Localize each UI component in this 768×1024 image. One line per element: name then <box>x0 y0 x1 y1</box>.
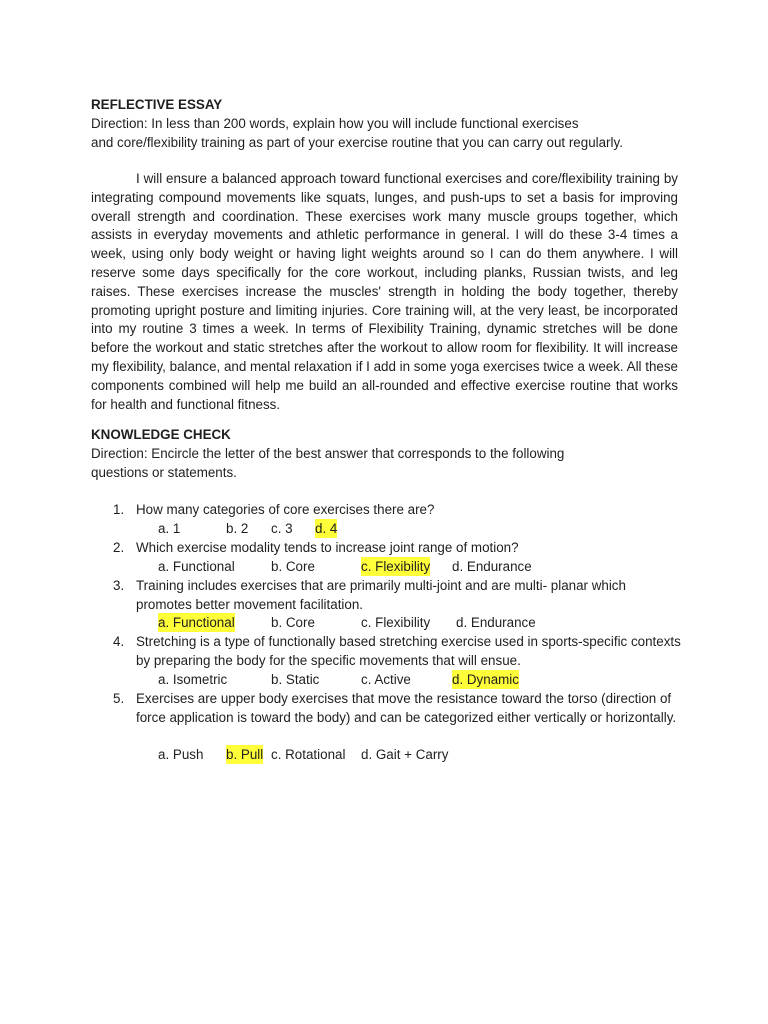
q1-option-b[interactable]: b. 2 <box>226 521 249 536</box>
q1-option-a[interactable]: a. 1 <box>158 521 181 536</box>
essay-paragraph: I will ensure a balanced approach toward functional exercises and core/flexibility training by integrating compound movements like squats, lunges, and push-ups to set a basis for improving overall strength and coordination. These exercises work many muscle groups together, which assists in everyday movements and athletic performance in general. I will do these 3-4 times a week, using only body weight or having light weights around so I can do them anywhere. I will reserve some days specifically for the core workout, including planks, Russian twists, and leg raises. These exercises increase the muscles' strength in holding the body together, thereby promoting upright posture and limiting injuries. Core training will, at the very least, be incorporated into my routine 3 times a week. In terms of Flexibility Training, dynamic stretches will be done before the workout and static stretches after the workout to allow room for flexibility. It will increase my flexibility, balance, and mental relaxation if I add in some yoga exercises twice a week. All these components combined will help me build an all-rounded and effective exercise routine that works for health and functional fitness. <box>91 171 678 412</box>
q5-option-c[interactable]: c. Rotational <box>271 747 346 762</box>
reflective-essay-heading: REFLECTIVE ESSAY <box>91 97 223 112</box>
question-number: 2. <box>113 540 125 555</box>
question-text: How many categories of core exercises there are? <box>136 502 435 517</box>
q5-option-d[interactable]: d. Gait + Carry <box>361 747 449 762</box>
knowledge-check-heading: KNOWLEDGE CHECK <box>91 427 231 442</box>
question-number: 1. <box>113 502 125 517</box>
q3-option-d[interactable]: d. Endurance <box>456 615 536 630</box>
question-text: Exercises are upper body exercises that move the resistance toward the torso (direction of force application is toward the body) and can be categorized either vertically or horizontally. <box>136 691 677 725</box>
q5-option-b[interactable]: b. Pull <box>226 747 264 762</box>
reflective-direction-line-1: Direction: In less than 200 words, explain how you will include functional exercises <box>91 116 579 131</box>
q3-option-a[interactable]: a. Functional <box>158 615 235 630</box>
q5-option-a[interactable]: a. Push <box>158 747 204 762</box>
question-number: 3. <box>113 578 125 593</box>
question-text: Training includes exercises that are primarily multi-joint and are multi- planar which promotes better movement facilitation. <box>136 578 626 612</box>
q2-option-d[interactable]: d. Endurance <box>452 559 532 574</box>
question-number: 5. <box>113 691 125 706</box>
q4-option-a[interactable]: a. Isometric <box>158 672 228 687</box>
knowledge-direction-line-2: questions or statements. <box>91 465 237 480</box>
q4-option-b[interactable]: b. Static <box>271 672 320 687</box>
q2-option-c[interactable]: c. Flexibility <box>361 559 431 574</box>
q1-option-d[interactable]: d. 4 <box>315 521 338 536</box>
question-text: Which exercise modality tends to increase joint range of motion? <box>136 540 519 555</box>
reflective-direction-line-2: and core/flexibility training as part of your exercise routine that you can carry out regularly. <box>91 135 623 150</box>
question-number: 4. <box>113 634 125 649</box>
q2-option-b[interactable]: b. Core <box>271 559 315 574</box>
q2-option-a[interactable]: a. Functional <box>158 559 235 574</box>
q3-option-c[interactable]: c. Flexibility <box>361 615 431 630</box>
q1-option-c[interactable]: c. 3 <box>271 521 293 536</box>
q4-option-d[interactable]: d. Dynamic <box>452 672 519 687</box>
q4-option-c[interactable]: c. Active <box>361 672 411 687</box>
question-text: Stretching is a type of functionally based stretching exercise used in sports-specific contexts by preparing the body for the specific movements that will ensue. <box>136 634 681 668</box>
knowledge-direction-line-1: Direction: Encircle the letter of the best answer that corresponds to the following <box>91 446 565 461</box>
q3-option-b[interactable]: b. Core <box>271 615 315 630</box>
